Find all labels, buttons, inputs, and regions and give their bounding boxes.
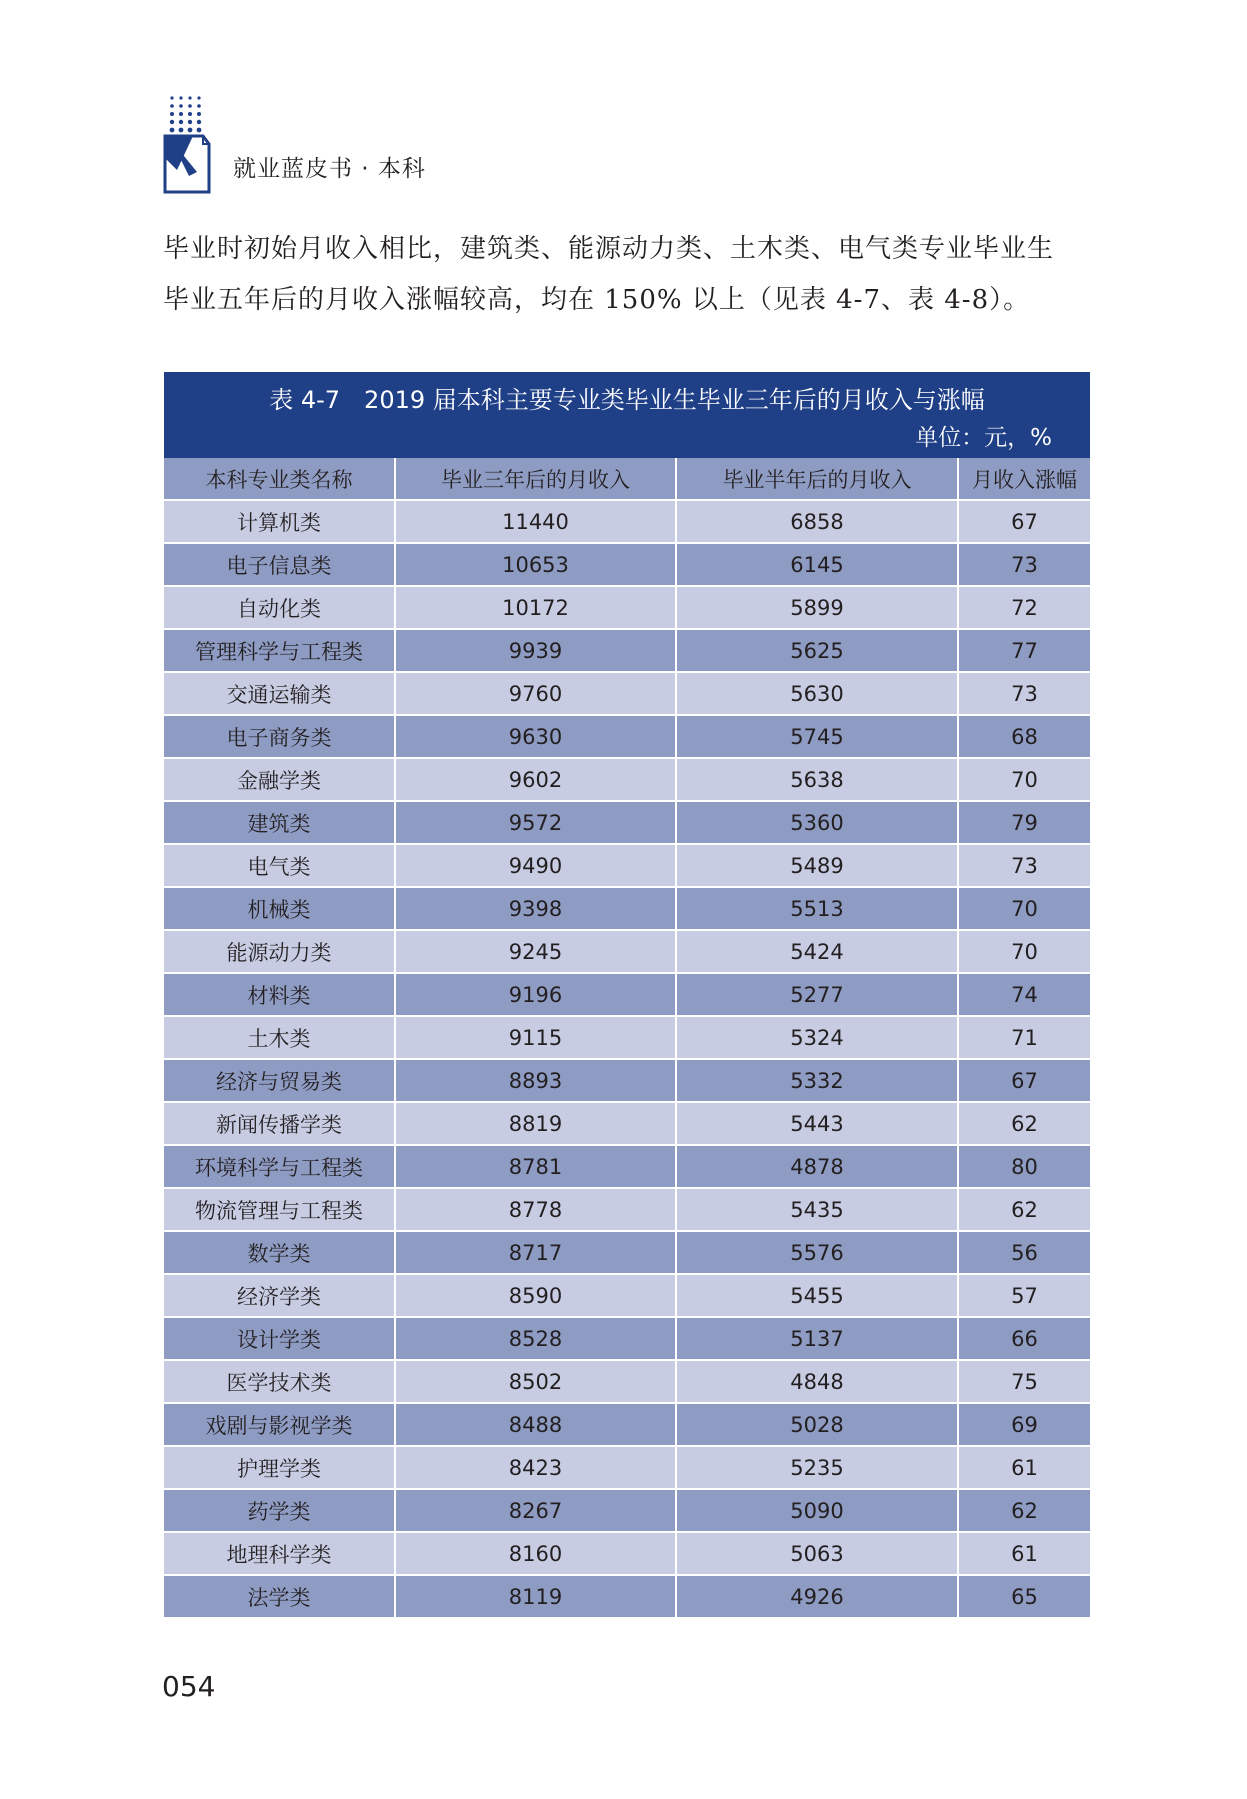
cell-income-3yr: 9196 xyxy=(395,973,676,1016)
cell-income-halfyr: 5513 xyxy=(676,887,958,930)
table-row xyxy=(164,1145,1090,1188)
cell-growth: 77 xyxy=(958,629,1090,672)
cell-major: 建筑类 xyxy=(164,801,395,844)
table-row xyxy=(164,887,1090,930)
cell-growth: 72 xyxy=(958,586,1090,629)
table-row xyxy=(164,1016,1090,1059)
cell-income-3yr: 9939 xyxy=(395,629,676,672)
table-row xyxy=(164,930,1090,973)
cell-growth: 70 xyxy=(958,930,1090,973)
cell-growth: 61 xyxy=(958,1532,1090,1575)
cell-growth: 79 xyxy=(958,801,1090,844)
cell-major: 自动化类 xyxy=(164,586,395,629)
cell-income-halfyr: 6858 xyxy=(676,500,958,543)
cell-growth: 73 xyxy=(958,844,1090,887)
cell-major: 物流管理与工程类 xyxy=(164,1188,395,1231)
cell-major: 药学类 xyxy=(164,1489,395,1532)
cell-income-3yr: 8488 xyxy=(395,1403,676,1446)
table-row xyxy=(164,1403,1090,1446)
cell-major: 设计学类 xyxy=(164,1317,395,1360)
cell-income-3yr: 8528 xyxy=(395,1317,676,1360)
cell-income-halfyr: 4848 xyxy=(676,1360,958,1403)
cell-income-halfyr: 5063 xyxy=(676,1532,958,1575)
table-caption xyxy=(164,372,1090,458)
cell-growth: 75 xyxy=(958,1360,1090,1403)
cell-income-halfyr: 5443 xyxy=(676,1102,958,1145)
cell-income-3yr: 8160 xyxy=(395,1532,676,1575)
table-row xyxy=(164,586,1090,629)
cell-income-3yr: 8590 xyxy=(395,1274,676,1317)
cell-income-3yr: 9602 xyxy=(395,758,676,801)
cell-growth: 70 xyxy=(958,758,1090,801)
cell-income-halfyr: 5360 xyxy=(676,801,958,844)
table-row xyxy=(164,1446,1090,1489)
cell-major: 数学类 xyxy=(164,1231,395,1274)
cell-income-3yr: 8267 xyxy=(395,1489,676,1532)
cell-major: 戏剧与影视学类 xyxy=(164,1403,395,1446)
cell-growth: 73 xyxy=(958,672,1090,715)
cell-growth: 57 xyxy=(958,1274,1090,1317)
table-row xyxy=(164,1532,1090,1575)
cell-income-halfyr: 5899 xyxy=(676,586,958,629)
cell-income-3yr: 9115 xyxy=(395,1016,676,1059)
column-header-income-halfyr: 毕业半年后的月收入 xyxy=(676,458,958,500)
cell-major: 材料类 xyxy=(164,973,395,1016)
cell-income-halfyr: 5137 xyxy=(676,1317,958,1360)
cell-income-3yr: 8502 xyxy=(395,1360,676,1403)
column-header-income-3yr: 毕业三年后的月收入 xyxy=(395,458,676,500)
cell-income-3yr: 8819 xyxy=(395,1102,676,1145)
cell-major: 土木类 xyxy=(164,1016,395,1059)
cell-major: 管理科学与工程类 xyxy=(164,629,395,672)
cell-income-halfyr: 5028 xyxy=(676,1403,958,1446)
table-row xyxy=(164,672,1090,715)
cell-income-halfyr: 6145 xyxy=(676,543,958,586)
cell-income-3yr: 9398 xyxy=(395,887,676,930)
cell-income-3yr: 9572 xyxy=(395,801,676,844)
cell-growth: 56 xyxy=(958,1231,1090,1274)
cell-growth: 61 xyxy=(958,1446,1090,1489)
cell-income-3yr: 9245 xyxy=(395,930,676,973)
cell-income-halfyr: 5435 xyxy=(676,1188,958,1231)
cell-major: 金融学类 xyxy=(164,758,395,801)
table-row xyxy=(164,500,1090,543)
table-row xyxy=(164,543,1090,586)
cell-growth: 67 xyxy=(958,500,1090,543)
table-row xyxy=(164,801,1090,844)
table-row xyxy=(164,1317,1090,1360)
cell-income-3yr: 8893 xyxy=(395,1059,676,1102)
cell-major: 经济与贸易类 xyxy=(164,1059,395,1102)
book-logo-icon xyxy=(163,134,211,196)
table-row xyxy=(164,1274,1090,1317)
cell-income-3yr: 10172 xyxy=(395,586,676,629)
page-number: 054 xyxy=(162,1670,216,1703)
cell-income-halfyr: 5638 xyxy=(676,758,958,801)
cell-growth: 66 xyxy=(958,1317,1090,1360)
cell-growth: 70 xyxy=(958,887,1090,930)
column-header-growth: 月收入涨幅 xyxy=(958,458,1090,500)
book-title: 就业蓝皮书 · 本科 xyxy=(233,156,426,182)
cell-income-3yr: 8423 xyxy=(395,1446,676,1489)
table-row xyxy=(164,844,1090,887)
cell-income-halfyr: 5277 xyxy=(676,973,958,1016)
intro-line-1: 毕业时初始月收入相比，建筑类、能源动力类、土木类、电气类专业毕业生 xyxy=(163,234,1055,264)
cell-income-halfyr: 5745 xyxy=(676,715,958,758)
table-row xyxy=(164,1188,1090,1231)
cell-major: 法学类 xyxy=(164,1575,395,1618)
cell-income-halfyr: 5235 xyxy=(676,1446,958,1489)
table-row xyxy=(164,1231,1090,1274)
cell-major: 电子信息类 xyxy=(164,543,395,586)
cell-income-halfyr: 5332 xyxy=(676,1059,958,1102)
cell-growth: 69 xyxy=(958,1403,1090,1446)
cell-growth: 68 xyxy=(958,715,1090,758)
cell-major: 电子商务类 xyxy=(164,715,395,758)
cell-major: 地理科学类 xyxy=(164,1532,395,1575)
intro-line-2: 毕业五年后的月收入涨幅较高，均在 150% 以上（见表 4-7、表 4-8）。 xyxy=(163,285,1031,315)
cell-income-halfyr: 5424 xyxy=(676,930,958,973)
cell-growth: 62 xyxy=(958,1188,1090,1231)
cell-income-3yr: 9760 xyxy=(395,672,676,715)
table-row xyxy=(164,715,1090,758)
cell-major: 能源动力类 xyxy=(164,930,395,973)
cell-major: 环境科学与工程类 xyxy=(164,1145,395,1188)
cell-income-3yr: 9630 xyxy=(395,715,676,758)
table-header-row xyxy=(164,458,1090,500)
cell-growth: 73 xyxy=(958,543,1090,586)
table-row xyxy=(164,758,1090,801)
cell-income-halfyr: 5455 xyxy=(676,1274,958,1317)
table-row xyxy=(164,629,1090,672)
cell-major: 经济学类 xyxy=(164,1274,395,1317)
cell-growth: 71 xyxy=(958,1016,1090,1059)
table-row xyxy=(164,1575,1090,1618)
table-row xyxy=(164,1489,1090,1532)
cell-major: 计算机类 xyxy=(164,500,395,543)
income-table-block xyxy=(164,372,1090,1619)
cell-growth: 67 xyxy=(958,1059,1090,1102)
cell-income-halfyr: 4926 xyxy=(676,1575,958,1618)
table-unit: 单位：元，% xyxy=(915,425,1052,451)
cell-income-3yr: 10653 xyxy=(395,543,676,586)
cell-income-halfyr: 5090 xyxy=(676,1489,958,1532)
table-row xyxy=(164,973,1090,1016)
cell-income-3yr: 8717 xyxy=(395,1231,676,1274)
cell-major: 新闻传播学类 xyxy=(164,1102,395,1145)
cell-income-3yr: 8778 xyxy=(395,1188,676,1231)
cell-major: 护理学类 xyxy=(164,1446,395,1489)
cell-major: 交通运输类 xyxy=(164,672,395,715)
income-table xyxy=(164,458,1090,1619)
cell-income-halfyr: 5630 xyxy=(676,672,958,715)
cell-income-halfyr: 5324 xyxy=(676,1016,958,1059)
cell-income-halfyr: 4878 xyxy=(676,1145,958,1188)
table-body xyxy=(164,500,1090,1618)
cell-growth: 65 xyxy=(958,1575,1090,1618)
cell-growth: 62 xyxy=(958,1489,1090,1532)
cell-major: 电气类 xyxy=(164,844,395,887)
running-header xyxy=(163,94,563,204)
cell-major: 机械类 xyxy=(164,887,395,930)
cell-income-3yr: 11440 xyxy=(395,500,676,543)
table-title: 表 4-7 2019 届本科主要专业类毕业生毕业三年后的月收入与涨幅 xyxy=(269,386,985,414)
dot-grid-icon xyxy=(168,94,208,134)
table-row xyxy=(164,1102,1090,1145)
cell-growth: 74 xyxy=(958,973,1090,1016)
cell-growth: 80 xyxy=(958,1145,1090,1188)
cell-income-3yr: 8781 xyxy=(395,1145,676,1188)
cell-income-3yr: 8119 xyxy=(395,1575,676,1618)
cell-income-halfyr: 5625 xyxy=(676,629,958,672)
cell-income-halfyr: 5489 xyxy=(676,844,958,887)
column-header-major: 本科专业类名称 xyxy=(164,458,395,500)
cell-growth: 62 xyxy=(958,1102,1090,1145)
cell-income-halfyr: 5576 xyxy=(676,1231,958,1274)
intro-paragraph xyxy=(163,224,1093,326)
cell-major: 医学技术类 xyxy=(164,1360,395,1403)
table-row xyxy=(164,1360,1090,1403)
table-row xyxy=(164,1059,1090,1102)
cell-income-3yr: 9490 xyxy=(395,844,676,887)
